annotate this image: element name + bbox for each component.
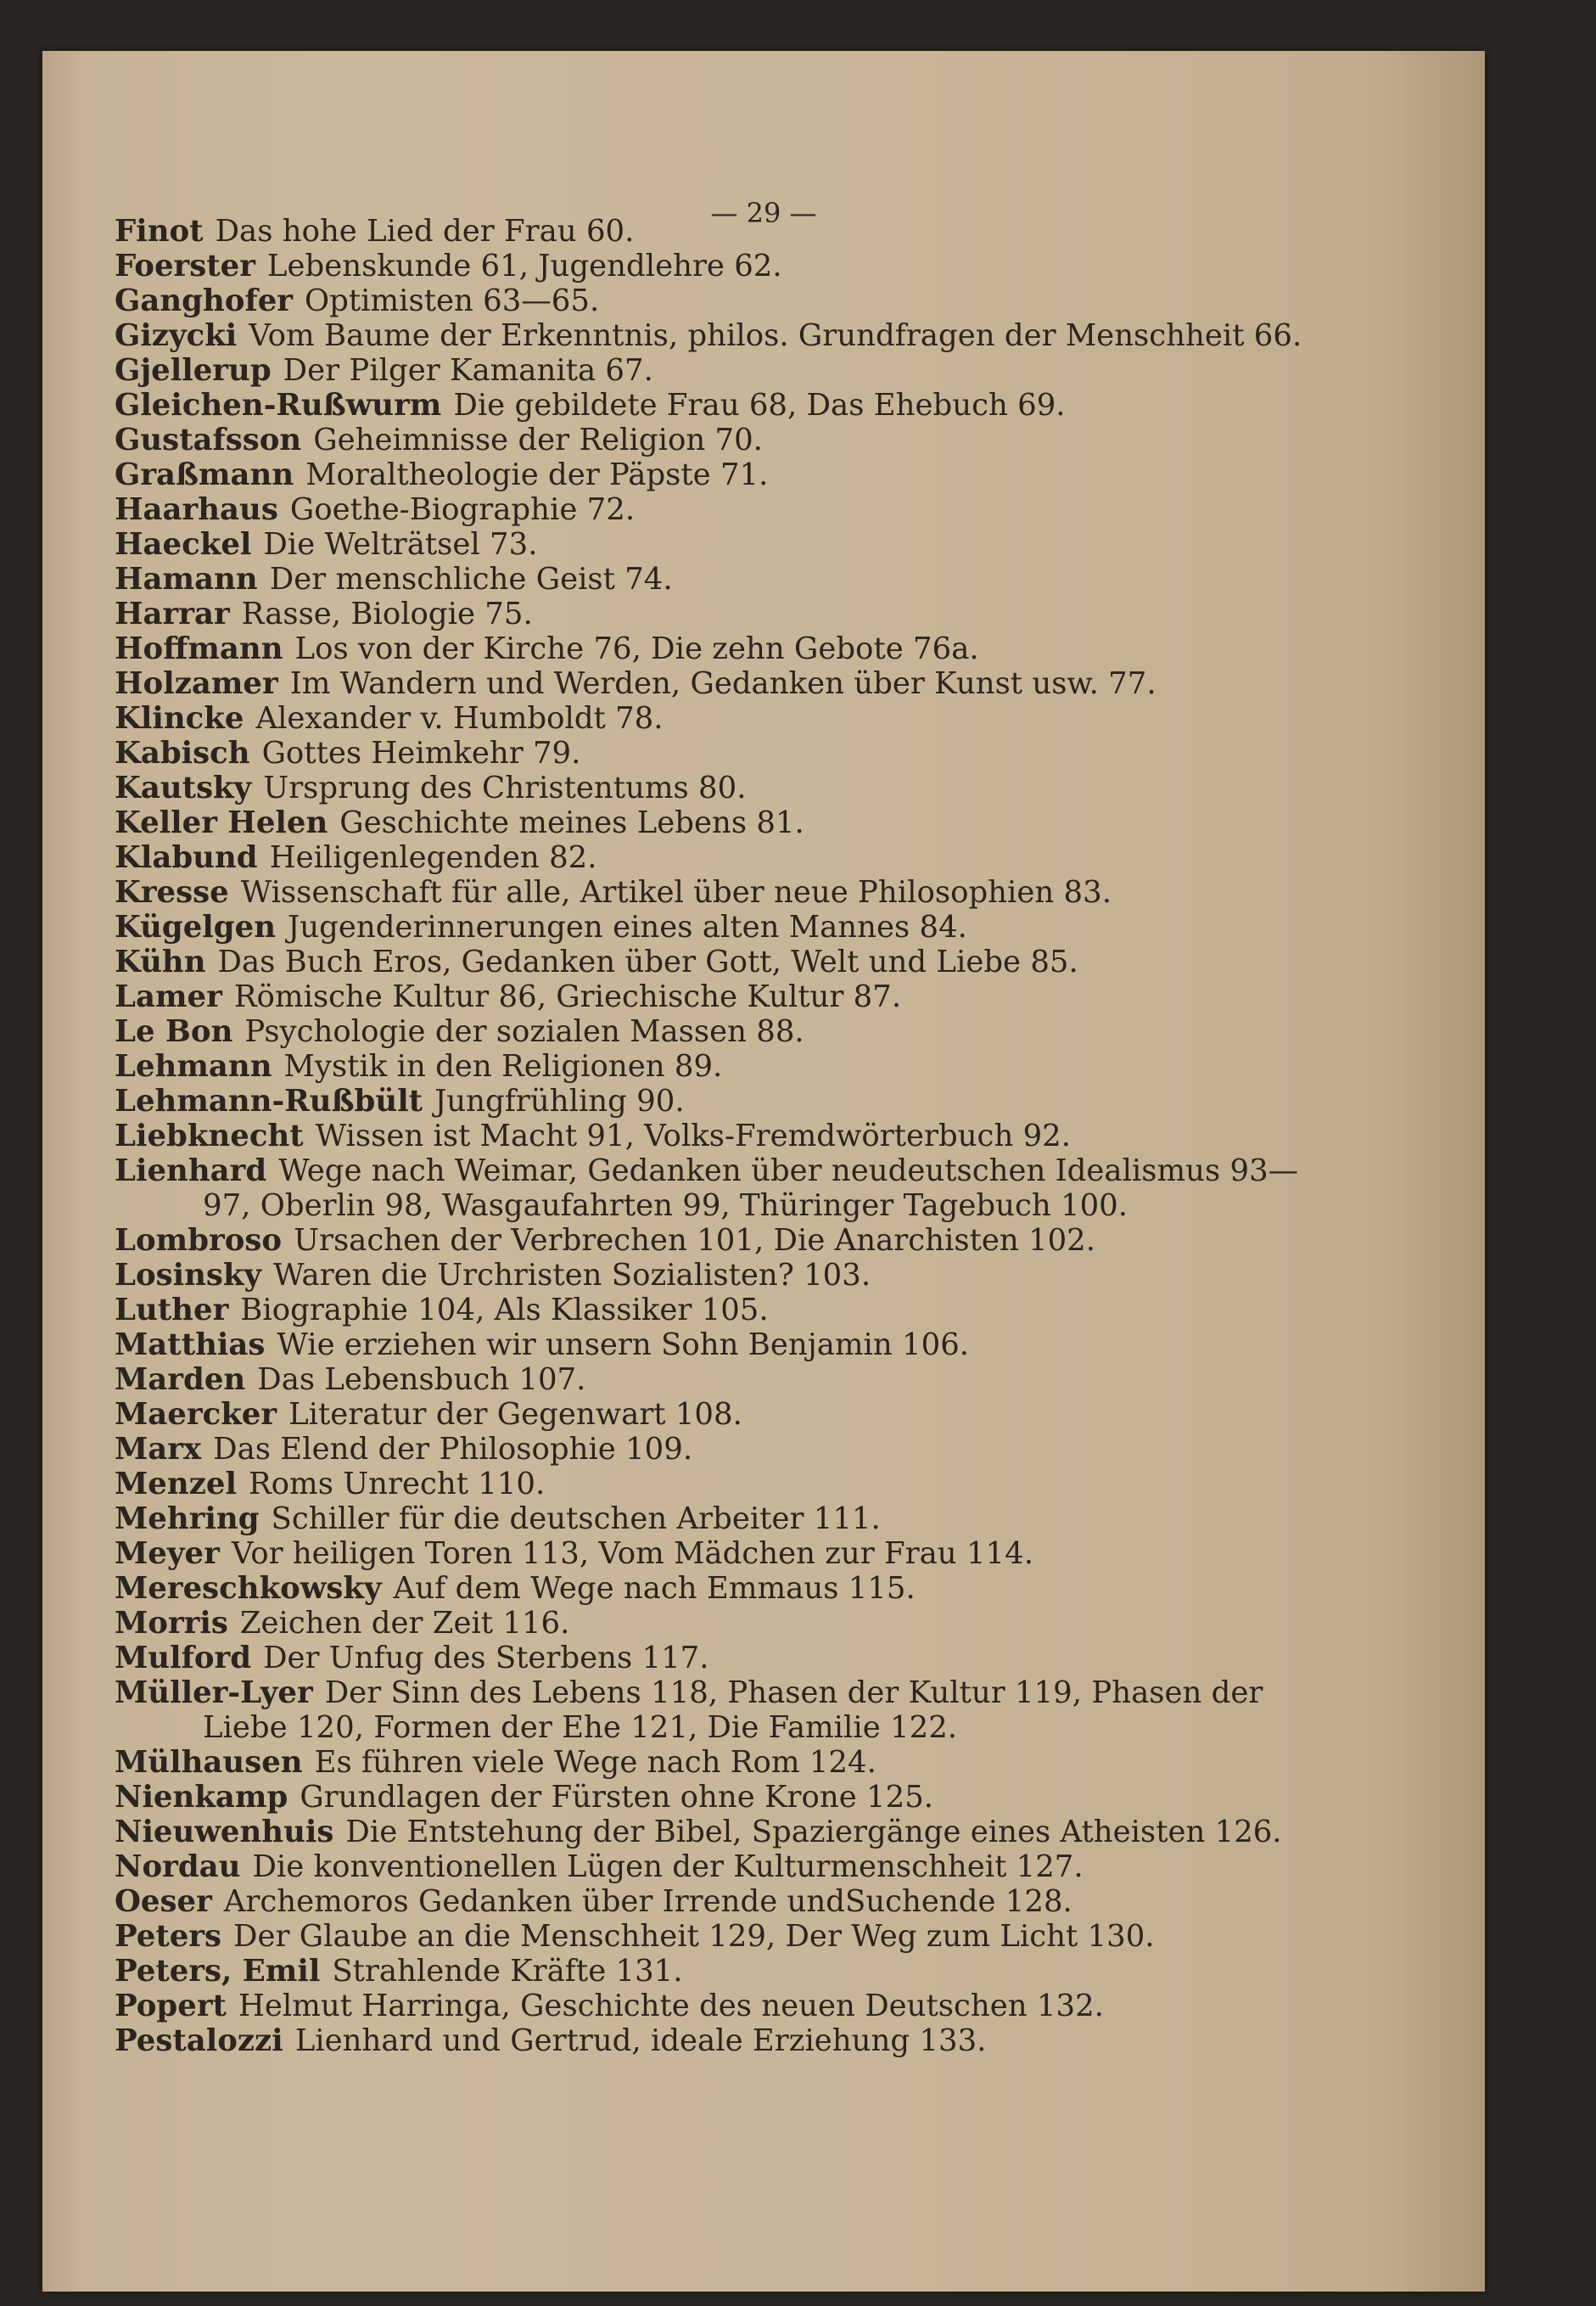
- entry-author: Kügelgen: [115, 910, 276, 945]
- entry-titles: Römische Kultur 86, Griechische Kultur 87.: [233, 979, 902, 1014]
- bibliography-entry: [115, 2023, 1311, 2058]
- entry-titles: Der Glaube an die Menschheit 129, Der Weg zum Licht 130.: [233, 1919, 1155, 1954]
- entry-author: Lienhard: [115, 1153, 267, 1188]
- bibliography-entry: [115, 457, 1311, 492]
- entry-author: Hoffmann: [115, 631, 283, 666]
- bibliography-entry: [115, 701, 1311, 736]
- entry-titles: Alexander v. Humboldt 78.: [255, 701, 664, 736]
- entry-titles: Jugenderinnerungen eines alten Mannes 84.: [288, 910, 967, 945]
- entry-titles: Psychologie der sozialen Massen 88.: [244, 1014, 804, 1049]
- entry-titles: Wege nach Weimar, Gedanken über neudeutschen Idealismus 93—97, Oberlin 98, Wasgaufahrten 99, Thüringer Tagebuch 100.: [203, 1153, 1299, 1223]
- entry-titles: Lienhard und Gertrud, ideale Erziehung 133.: [294, 2023, 987, 2058]
- entry-author: Foerster: [115, 249, 255, 283]
- bibliography-entry: [115, 805, 1311, 840]
- entry-titles: Wissen ist Macht 91, Volks-Fremdwörterbuch 92.: [315, 1119, 1072, 1153]
- bibliography-entry: [115, 1815, 1311, 1849]
- bibliography-entry: [115, 945, 1311, 979]
- bibliography-list: [115, 214, 1311, 2058]
- entry-author: Pestalozzi: [115, 2023, 283, 2058]
- entry-author: Keller Helen: [115, 805, 328, 840]
- entry-author: Lombroso: [115, 1223, 283, 1258]
- bibliography-entry: [115, 492, 1311, 527]
- entry-titles: Die Welträtsel 73.: [263, 527, 538, 562]
- entry-author: Lehmann-Rußbült: [115, 1084, 423, 1119]
- entry-titles: Helmut Harringa, Geschichte des neuen Deutschen 132.: [238, 1989, 1104, 2023]
- bibliography-entry: [115, 1084, 1311, 1119]
- entry-titles: Es führen viele Wege nach Rom 124.: [314, 1745, 876, 1780]
- bibliography-entry: [115, 1362, 1311, 1397]
- bibliography-entry: [115, 1119, 1311, 1153]
- entry-titles: Vor heiligen Toren 113, Vom Mädchen zur Frau 114.: [231, 1536, 1033, 1571]
- entry-author: Matthias: [115, 1327, 266, 1362]
- bibliography-entry: [115, 353, 1311, 388]
- entry-titles: Wie erziehen wir unsern Sohn Benjamin 106.: [277, 1327, 970, 1362]
- entry-titles: Die Entstehung der Bibel, Spaziergänge eines Atheisten 126.: [345, 1815, 1282, 1849]
- entry-titles: Biographie 104, Als Klassiker 105.: [240, 1293, 769, 1327]
- entry-titles: Waren die Urchristen Sozialisten? 103.: [273, 1258, 871, 1293]
- entry-author: Graßmann: [115, 457, 294, 492]
- bibliography-entry: [115, 1849, 1311, 1884]
- entry-author: Gizycki: [115, 318, 238, 353]
- bibliography-entry: [115, 1571, 1311, 1606]
- bibliography-entry: [115, 1954, 1311, 1989]
- bibliography-entry: [115, 527, 1311, 562]
- bibliography-entry: [115, 1606, 1311, 1641]
- entry-author: Klincke: [115, 701, 244, 736]
- entry-author: Ganghofer: [115, 283, 294, 318]
- bibliography-entry: [115, 1884, 1311, 1919]
- bibliography-entry: [115, 214, 1311, 249]
- entry-author: Klabund: [115, 840, 258, 875]
- entry-author: Kabisch: [115, 736, 250, 771]
- entry-author: Luther: [115, 1293, 229, 1327]
- bibliography-entry: [115, 1258, 1311, 1293]
- bibliography-entry: [115, 1153, 1311, 1223]
- entry-titles: Optimisten 63—65.: [305, 283, 600, 318]
- entry-titles: Lebenskunde 61, Jugendlehre 62.: [266, 249, 782, 283]
- entry-titles: Auf dem Wege nach Emmaus 115.: [393, 1571, 916, 1606]
- bibliography-entry: [115, 631, 1311, 666]
- entry-titles: Goethe-Biographie 72.: [289, 492, 636, 527]
- entry-author: Holzamer: [115, 666, 278, 701]
- entry-titles: Roms Unrecht 110.: [248, 1467, 546, 1501]
- bibliography-entry: [115, 910, 1311, 945]
- bibliography-entry: [115, 1397, 1311, 1432]
- entry-titles: Zeichen der Zeit 116.: [239, 1606, 570, 1641]
- entry-titles: Schiller für die deutschen Arbeiter 111.: [271, 1501, 881, 1536]
- entry-titles: Die konventionellen Lügen der Kulturmenschheit 127.: [252, 1849, 1084, 1884]
- entry-titles: Jungfrühling 90.: [434, 1084, 685, 1119]
- bibliography-entry: [115, 771, 1311, 805]
- entry-titles: Wissenschaft für alle, Artikel über neue Philosophien 83.: [240, 875, 1112, 910]
- entry-titles: Los von der Kirche 76, Die zehn Gebote 76a.: [294, 631, 979, 666]
- entry-author: Peters, Emil: [115, 1954, 321, 1989]
- entry-titles: Moraltheologie der Päpste 71.: [305, 457, 769, 492]
- bibliography-entry: [115, 840, 1311, 875]
- entry-author: Kautsky: [115, 771, 252, 805]
- entry-titles: Heiligenlegenden 82.: [269, 840, 597, 875]
- entry-titles: Das Elend der Philosophie 109.: [213, 1432, 693, 1467]
- bibliography-entry: [115, 1919, 1311, 1954]
- entry-author: Menzel: [115, 1467, 237, 1501]
- entry-author: Oeser: [115, 1884, 212, 1919]
- entry-author: Müller-Lyer: [115, 1675, 313, 1710]
- bibliography-entry: [115, 736, 1311, 771]
- entry-author: Haarhaus: [115, 492, 278, 527]
- bibliography-entry: [115, 318, 1311, 353]
- entry-author: Hamann: [115, 562, 258, 597]
- entry-author: Gleichen-Rußwurm: [115, 388, 442, 423]
- entry-titles: Grundlagen der Fürsten ohne Krone 125.: [300, 1780, 934, 1815]
- entry-author: Gustafsson: [115, 423, 302, 457]
- entry-author: Lehmann: [115, 1049, 272, 1084]
- bibliography-entry: [115, 562, 1311, 597]
- bibliography-entry: [115, 1780, 1311, 1815]
- entry-author: Mehring: [115, 1501, 260, 1536]
- entry-author: Harrar: [115, 597, 230, 631]
- entry-author: Nieuwenhuis: [115, 1815, 334, 1849]
- entry-author: Kresse: [115, 875, 229, 910]
- entry-author: Mulford: [115, 1641, 252, 1675]
- entry-author: Morris: [115, 1606, 228, 1641]
- entry-titles: Vom Baume der Erkenntnis, philos. Grundfragen der Menschheit 66.: [249, 318, 1302, 353]
- bibliography-entry: [115, 875, 1311, 910]
- entry-author: Marden: [115, 1362, 246, 1397]
- entry-author: Mülhausen: [115, 1745, 303, 1780]
- entry-titles: Strahlende Kräfte 131.: [332, 1954, 683, 1989]
- entry-titles: Der Pilger Kamanita 67.: [283, 353, 653, 388]
- entry-author: Liebknecht: [115, 1119, 304, 1153]
- entry-titles: Rasse, Biologie 75.: [241, 597, 533, 631]
- entry-author: Mereschkowsky: [115, 1571, 382, 1606]
- entry-titles: Mystik in den Religionen 89.: [283, 1049, 723, 1084]
- entry-author: Lamer: [115, 979, 222, 1014]
- bibliography-entry: [115, 423, 1311, 457]
- bibliography-entry: [115, 1049, 1311, 1084]
- bibliography-entry: [115, 1014, 1311, 1049]
- bibliography-entry: [115, 1293, 1311, 1327]
- entry-titles: Literatur der Gegenwart 108.: [288, 1397, 742, 1432]
- entry-titles: Ursprung des Christentums 80.: [263, 771, 747, 805]
- bibliography-entry: [115, 1745, 1311, 1780]
- entry-titles: Geheimnisse der Religion 70.: [313, 423, 763, 457]
- entry-author: Kühn: [115, 945, 206, 979]
- bibliography-entry: [115, 1327, 1311, 1362]
- bibliography-entry: [115, 1223, 1311, 1258]
- entry-author: Meyer: [115, 1536, 220, 1571]
- bibliography-entry: [115, 1501, 1311, 1536]
- entry-author: Nienkamp: [115, 1780, 288, 1815]
- entry-author: Losinsky: [115, 1258, 262, 1293]
- entry-author: Peters: [115, 1919, 222, 1954]
- bibliography-entry: [115, 1432, 1311, 1467]
- bibliography-entry: [115, 249, 1311, 283]
- entry-author: Gjellerup: [115, 353, 272, 388]
- bibliography-entry: [115, 388, 1311, 423]
- bibliography-entry: [115, 666, 1311, 701]
- entry-titles: Das Lebensbuch 107.: [257, 1362, 586, 1397]
- entry-titles: Der Unfug des Sterbens 117.: [263, 1641, 709, 1675]
- entry-titles: Geschichte meines Lebens 81.: [339, 805, 804, 840]
- entry-titles: Der menschliche Geist 74.: [269, 562, 673, 597]
- entry-titles: Die gebildete Frau 68, Das Ehebuch 69.: [453, 388, 1066, 423]
- entry-titles: Das hohe Lied der Frau 60.: [215, 214, 635, 249]
- bibliography-entry: [115, 979, 1311, 1014]
- bibliography-entry: [115, 1467, 1311, 1501]
- entry-titles: Im Wandern und Werden, Gedanken über Kunst usw. 77.: [289, 666, 1156, 701]
- page-number: — 29 —: [710, 197, 817, 229]
- entry-author: Le Bon: [115, 1014, 233, 1049]
- bibliography-entry: [115, 1675, 1311, 1745]
- entry-author: Popert: [115, 1989, 227, 2023]
- bibliography-entry: [115, 283, 1311, 318]
- entry-titles: Das Buch Eros, Gedanken über Gott, Welt und Liebe 85.: [217, 945, 1078, 979]
- entry-titles: Der Sinn des Lebens 118, Phasen der Kultur 119, Phasen der Liebe 120, Formen der Ehe 121, Die Familie 122.: [203, 1675, 1263, 1745]
- entry-author: Maercker: [115, 1397, 277, 1432]
- entry-author: Nordau: [115, 1849, 241, 1884]
- entry-titles: Ursachen der Verbrechen 101, Die Anarchisten 102.: [294, 1223, 1096, 1258]
- entry-titles: Gottes Heimkehr 79.: [261, 736, 581, 771]
- bibliography-entry: [115, 1536, 1311, 1571]
- bibliography-entry: [115, 1641, 1311, 1675]
- entry-author: Haeckel: [115, 527, 252, 562]
- entry-titles: Archemoros Gedanken über Irrende undSuchende 128.: [223, 1884, 1072, 1919]
- entry-author: Finot: [115, 214, 204, 249]
- bibliography-entry: [115, 1989, 1311, 2023]
- entry-author: Marx: [115, 1432, 202, 1467]
- bibliography-entry: [115, 597, 1311, 631]
